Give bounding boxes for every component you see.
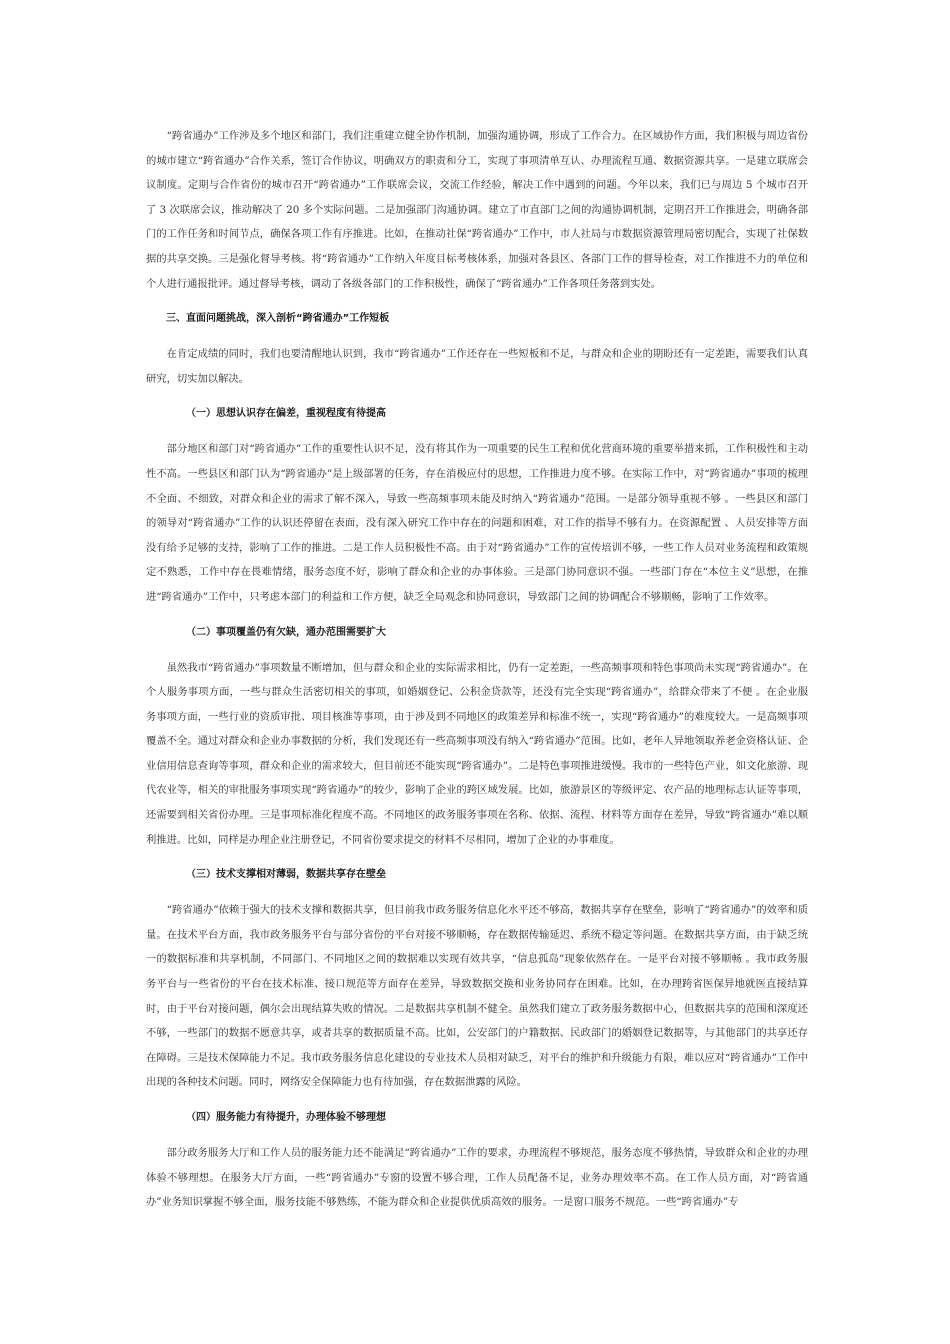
paragraph-service: 部分政务服务大厅和工作人员的服务能力还不能满足“跨省通办”工作的要求，办理流程不够规范，服务态度不够热情，导致群众和企业的办理体验不够理想。在服务大厅方面，一些“跨省通办”专窗的设置不够合理，工作人员配备不足，业务办理效率不高。在工作人员方面，对“跨省通办”业务知识掌握不够全面，服务技能不够熟练，不能为群众和企业提供优质高效的服务。一是窗口服务不规范。一些“跨省通办”专 [146,1147,808,1209]
paragraph-collaboration: “跨省通办”工作涉及多个地区和部门，我们注重建立健全协作机制，加强沟通协调，形成了工作合力。在区域协作方面，我们积极与周边省份的城市建立“跨省通办”合作关系，签订合作协议，明确双方的职责和分工，实现了事项清单互认、办理流程互通、数据资源共享。一是建立联席会议制度。定期与合作省份的城市召开“跨省通办”工作联席会议，交流工作经验，解决工作中遇到的问题。今年以来，我们已与周边 5 个城市召开了 3 次联席会议，推动解决了 20 多个实际问题。二是加强部门沟通协调。建立了市直部门之间的沟通协调机制，定期召开工作推进会，明确各部门的工作任务和时间节点，确保各项工作有序推进。比如，在推动社保“跨省通办”工作中，市人社局与市数据资源管理局密切配合，实现了社保数据的共享交换。三是强化督导考核。将“跨省通办”工作纳入年度目标考核体系，加强对各县区、各部门工作的督导检查，对工作推进不力的单位和个人进行通报批评。通过督导考核，调动了各级各部门的工作积极性，确保了“跨省通办”工作各项任务落到实处。 [146,130,808,290]
paragraph-coverage: 虽然我市“跨省通办”事项数量不断增加，但与群众和企业的实际需求相比，仍有一定差距，一些高频事项和特色事项尚未实现“跨省通办”。在个人服务事项方面，一些与群众生活密切相关的事项，如婚姻登记、公积金贷款等，还没有完全实现“跨省通办”，给群众带来了不便 。在企业服务事项方面，一些行业的资质审批、项目核准等事项，由于涉及到不同地区的政策差异和标准不统一，实现“跨省通办”的难度较大。一是高频事项覆盖不全。通过对群众和企业办事数据的分析，我们发现还有一些高频事项没有纳入“跨省通办”范围。比如，老年人异地领取养老金资格认证、企业信用信息查询等事项，群众和企业的需求较大，但目前还不能实现“跨省通办”。二是特色事项推进缓慢。我市的一些特色产业，如文化旅游、现代农业等，相关的审批服务事项实现“跨省通办”的较少，影响了企业的跨区域发展。比如，旅游景区的等级评定、农产品的地理标志认证等事项，还需要到相关省份办理。三是事项标准化程度不高。不同地区的政务服务事项在名称、依据、流程、材料等方面存在差异，导致“跨省通办”难以顺利推进。比如，同样是办理企业注册登记，不同省份要求提交的材料不尽相同，增加了企业的办事难度。 [146,661,808,846]
subheading-coverage: （二）事项覆盖仍有欠缺，通办范围需要扩大 [186,626,386,638]
paragraph-awareness: 部分地区和部门对“跨省通办”工作的重要性认识不足，没有将其作为一项重要的民生工程和优化营商环境的重要举措来抓，工作积极性和主动性不高。一些县区和部门认为“跨省通办”是上级部署的任务，存在消极应付的思想，工作推进力度不够。在实际工作中，对“跨省通办”事项的梳理不全面、不细致，对群众和企业的需求了解不深入，导致一些高频事项未能及时纳入“跨省通办”范围。一是部分领导重视不够 。一些县区和部门的领导对“跨省通办”工作的认识还停留在表面，没有深入研究工作中存在的问题和困难，对工作的指导不够有力。在资源配置 、人员安排等方面没有给予足够的支持，影响了工作的推进。二是工作人员积极性不高。由于对“跨省通办”工作的宣传培训不够，一些工作人员对业务流程和政策规定不熟悉，工作中存在畏难情绪，服务态度不好，影响了群众和企业的办事体验。三是部门协同意识不强。一些部门存在“本位主义”思想，在推进“跨省通办”工作中，只考虑本部门的利益和工作方便，缺乏全局观念和协同意识，导致部门之间的协调配合不够顺畅，影响了工作效率。 [146,443,808,603]
document-page [146,124,808,1215]
paragraph-intro-problems: 在肯定成绩的同时，我们也要清醒地认识到，我市“跨省通办”工作还存在一些短板和不足，与群众和企业的期盼还有一定差距，需要我们认真研究，切实加以解决。 [146,348,808,385]
subheading-technology: （三）技术支撑相对薄弱，数据共享存在壁垒 [186,869,386,881]
subheading-service: （四）服务能力有待提升，办理体验不够理想 [186,1112,386,1123]
subheading-awareness: （一）思想认识存在偏差，重视程度有待提高 [186,408,386,420]
section-heading-problems: 三、直面问题挑战，深入剖析“跨省通办”工作短板 [166,313,390,325]
paragraph-technology: “跨省通办”依赖于强大的技术支撑和数据共享，但目前我市政务服务信息化水平还不够高，数据共享存在壁垒，影响了“跨省通办”的效率和质量。在技术平台方面，我市政务服务平台与部分省份的平台对接不够顺畅，存在数据传输延迟、系统不稳定等问题。在数据共享方面，由于缺乏统一的数据标准和共享机制，不同部门、不同地区之间的数据难以实现有效共享，“信息孤岛”现象依然存在。一是平台对接不够顺畅 。我市政务服务平台与一些省份的平台在技术标准、接口规范等方面存在差异，导致数据交换和业务协同存在困难。比如，在办理跨省医保异地就医直接结算时，由于平台对接问题，偶尔会出现结算失败的情况。二是数据共享机制不健全。虽然我们建立了政务服务数据中心，但数据共享的范围和深度还不够，一些部门的数据不愿意共享，或者共享的数据质量不高。比如，公安部门的户籍数据、民政部门的婚姻登记数据等，与其他部门的共享还存在障碍。三是技术保障能力不足。我市政务服务信息化建设的专业技术人员相对缺乏，对平台的维护和升级能力有限，难以应对“跨省通办”工作中出现的各种技术问题。同时，网络安全保障能力也有待加强，存在数据泄露的风险。 [146,904,808,1089]
